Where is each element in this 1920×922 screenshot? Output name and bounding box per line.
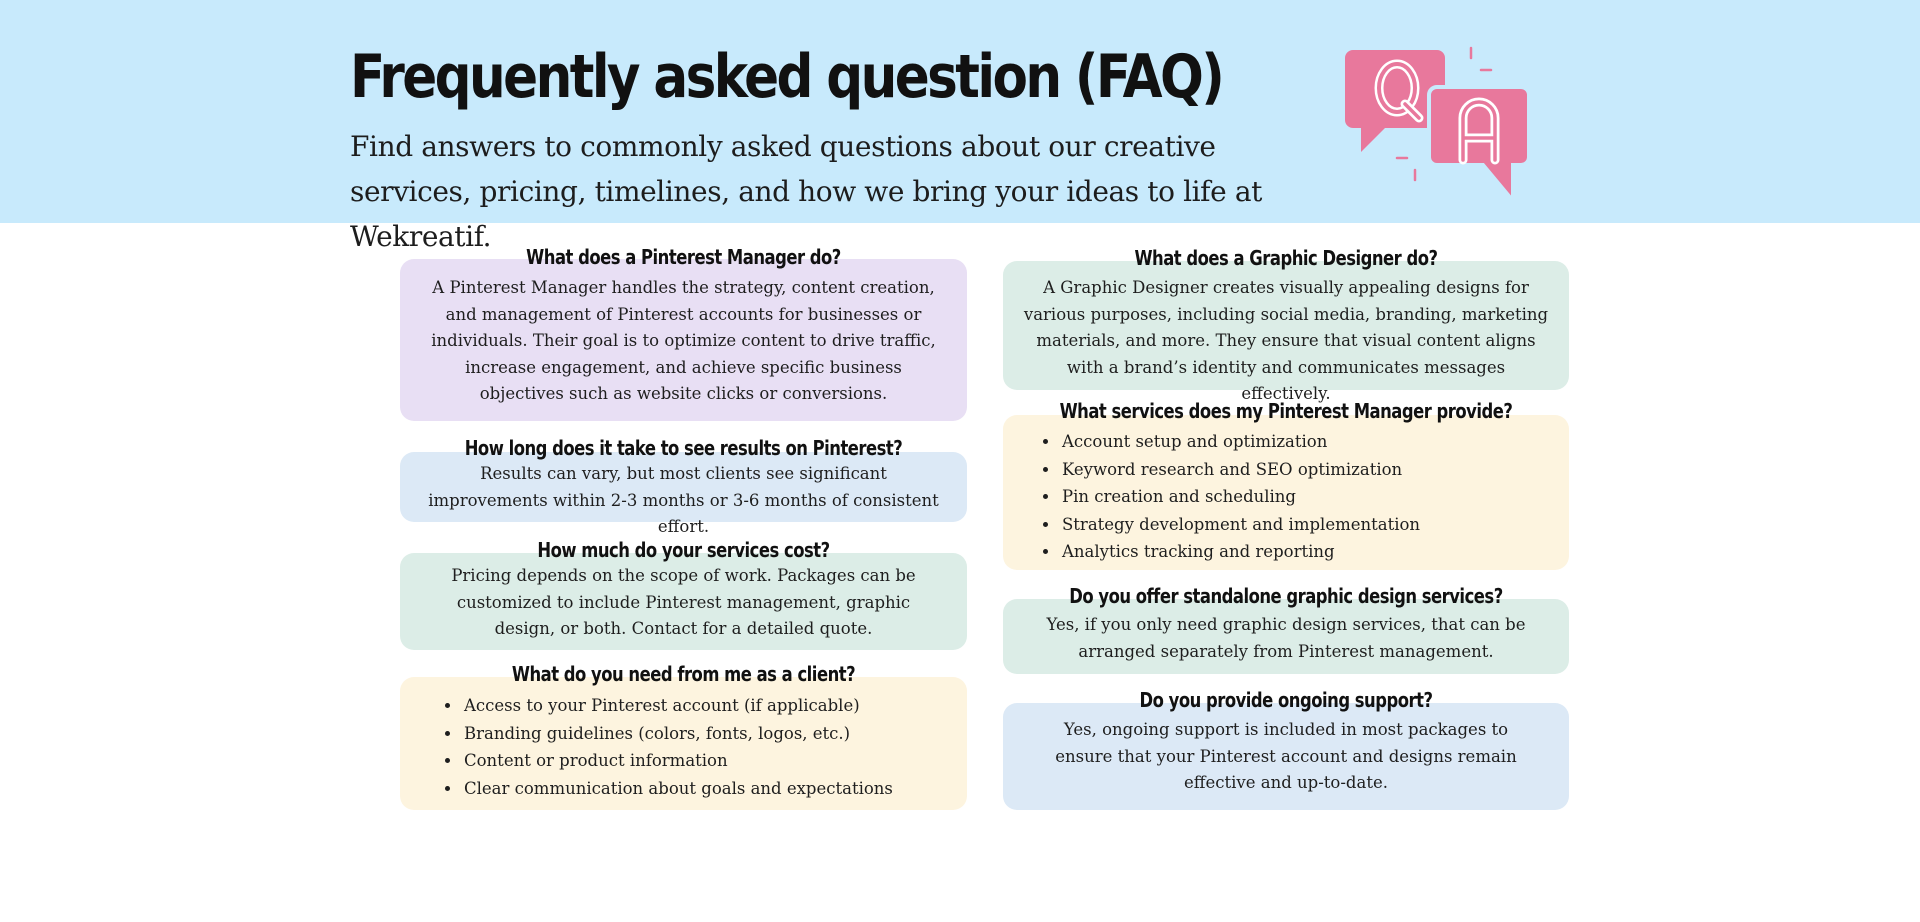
faq-answer: Results can vary, but most clients see significant improvements within 2-3 months or 3-6 months of consistent effort. [428, 464, 939, 536]
faq-answer: A Pinterest Manager handles the strategy, content creation, and management of Pinterest accounts for businesses or individuals. Their goal is to optimize content to drive traffic, increase engagement, and achieve specific business objectives such as website clicks or conversions. [431, 278, 936, 403]
faq-question: What do you need from me as a client? [511, 662, 856, 686]
qa-chat-bubbles-icon [1345, 42, 1535, 202]
list-item: • Keyword research and SEO optimization [1060, 456, 1560, 484]
faq-question: How much do your services cost? [537, 538, 830, 562]
list-item: • Strategy development and implementation [1060, 511, 1560, 539]
page-subtitle: Find answers to commonly asked questions about our creative services, pricing, timelines, and how we bring your ideas to life at Wekreatif. [350, 130, 1262, 253]
list-item: • Account setup and optimization [1060, 428, 1560, 456]
faq-answer-list [1038, 428, 1560, 566]
faq-answer: Pricing depends on the scope of work. Packages can be customized to include Pinterest management, graphic design, or both. Contact for a detailed quote. [451, 566, 916, 638]
faq-question: What services does my Pinterest Manager provide? [1059, 399, 1513, 423]
faq-header [0, 0, 1920, 253]
list-item: • Branding guidelines (colors, fonts, logos, etc.) [462, 720, 972, 748]
faq-answer: Yes, ongoing support is included in most packages to ensure that your Pinterest account and designs remain effective and up-to-date. [1055, 720, 1517, 792]
faq-answer: Yes, if you only need graphic design services, that can be arranged separately from Pinterest management. [1046, 615, 1526, 661]
list-item: • Analytics tracking and reporting [1060, 538, 1560, 566]
faq-answer-list [440, 692, 972, 802]
list-item: • Pin creation and scheduling [1060, 483, 1560, 511]
faq-question: Do you offer standalone graphic design services? [1069, 584, 1503, 608]
list-item: • Clear communication about goals and expectations [462, 775, 972, 803]
faq-question: What does a Pinterest Manager do? [526, 245, 841, 269]
faq-question: What does a Graphic Designer do? [1134, 246, 1438, 270]
faq-question: Do you provide ongoing support? [1139, 688, 1433, 712]
faq-question: How long does it take to see results on Pinterest? [464, 436, 903, 460]
page-title: Frequently asked question (FAQ) [350, 42, 1223, 112]
faq-answer: A Graphic Designer creates visually appealing designs for various purposes, including social media, branding, marketing materials, and more. They ensure that visual content aligns with a brand’s identity and communicates messages effectively. [1023, 278, 1549, 403]
list-item: • Content or product information [462, 747, 972, 775]
list-item: • Access to your Pinterest account (if applicable) [462, 692, 972, 720]
